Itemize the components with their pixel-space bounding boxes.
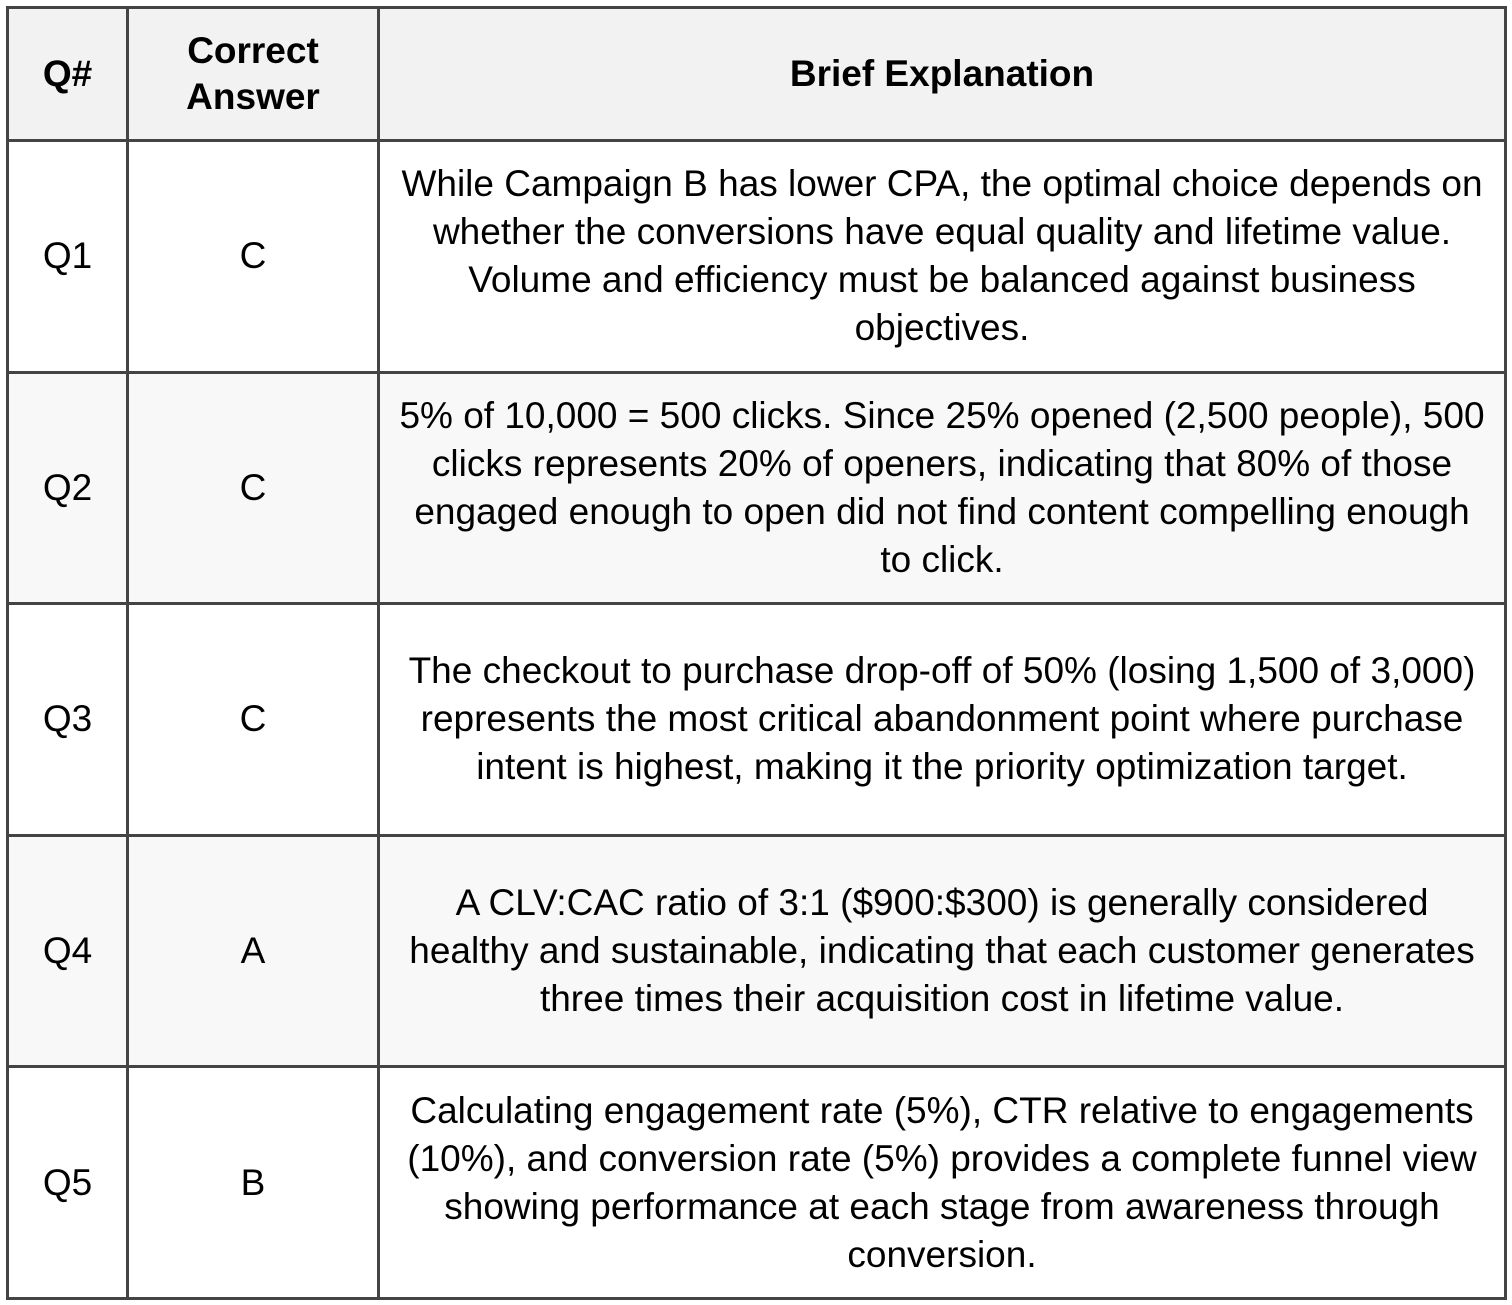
header-question-number: Q# [8, 8, 128, 141]
table-row [8, 604, 1506, 836]
explanation-cell: 5% of 10,000 = 500 clicks. Since 25% opened (2,500 people), 500 clicks represents 20% of openers, indicating that 80% of those engaged enough to open did not find content compelling enough to click. [379, 372, 1506, 604]
table-row [8, 835, 1506, 1067]
explanation-cell: Calculating engagement rate (5%), CTR relative to engagements (10%), and conversion rate (5%) provides a complete funnel view showing performance at each stage from awareness through conversion. [379, 1067, 1506, 1299]
question-number-cell: Q1 [8, 141, 128, 373]
explanation-cell: The checkout to purchase drop-off of 50% (losing 1,500 of 3,000) represents the most critical abandonment point where purchase intent is highest, making it the priority optimization target. [379, 604, 1506, 836]
answer-cell: A [128, 835, 379, 1067]
answer-cell: C [128, 141, 379, 373]
explanation-cell: A CLV:CAC ratio of 3:1 ($900:$300) is generally considered healthy and sustainable, indicating that each customer generates three times their acquisition cost in lifetime value. [379, 835, 1506, 1067]
question-number-cell: Q2 [8, 372, 128, 604]
header-row [8, 8, 1506, 141]
table-row [8, 1067, 1506, 1299]
answer-key-table [6, 6, 1507, 1300]
question-number-cell: Q5 [8, 1067, 128, 1299]
header-brief-explanation: Brief Explanation [379, 8, 1506, 141]
header-correct-answer: Correct Answer [128, 8, 379, 141]
table-row [8, 372, 1506, 604]
answer-cell: C [128, 372, 379, 604]
explanation-cell: While Campaign B has lower CPA, the optimal choice depends on whether the conversions have equal quality and lifetime value. Volume and efficiency must be balanced against business objectives. [379, 141, 1506, 373]
answer-cell: C [128, 604, 379, 836]
question-number-cell: Q4 [8, 835, 128, 1067]
question-number-cell: Q3 [8, 604, 128, 836]
answer-cell: B [128, 1067, 379, 1299]
table-row [8, 141, 1506, 373]
